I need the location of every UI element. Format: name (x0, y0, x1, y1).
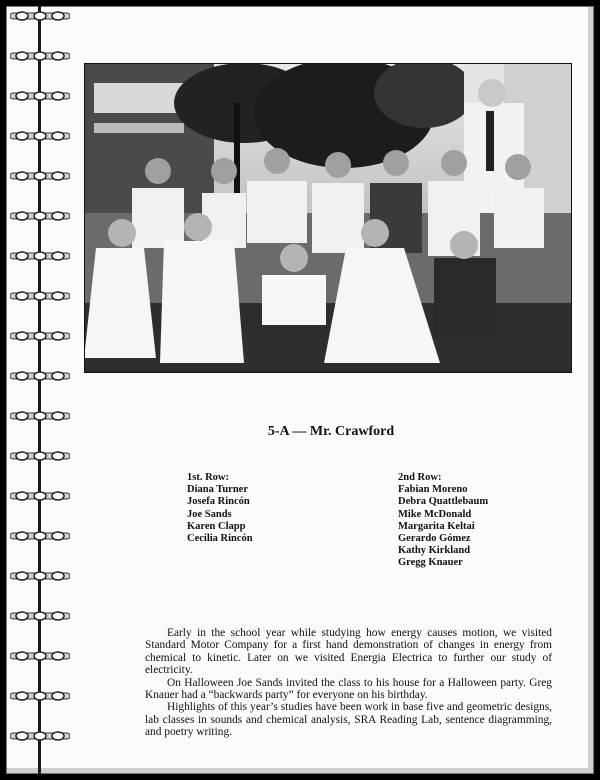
spiral-ring (10, 330, 70, 342)
spiral-ring (10, 290, 70, 302)
class-heading: 5-A — Mr. Crawford (267, 424, 395, 439)
spiral-ring (10, 50, 70, 62)
name-item: Mike McDonald (398, 508, 472, 520)
spiral-ring (10, 450, 70, 462)
name-item: Diana Turner (187, 484, 248, 496)
spiral-ring (10, 610, 70, 622)
spiral-ring (10, 10, 70, 22)
spiral-ring (10, 570, 70, 582)
name-item: Fabian Moreno (398, 484, 468, 496)
first-row-names (187, 472, 253, 545)
spiral-ring (10, 210, 70, 222)
spiral-ring (10, 410, 70, 422)
class-photo (84, 63, 572, 373)
first-row-label: 1st. Row: (187, 472, 229, 483)
name-item: Joe Sands (187, 508, 232, 520)
spiral-ring (10, 250, 70, 262)
name-item: Cecilia Rincón (187, 533, 253, 545)
spiral-ring (10, 650, 70, 662)
spiral-ring (10, 90, 70, 102)
name-item: Margarita Keltai (398, 520, 475, 532)
spiral-binding (6, 6, 86, 774)
paragraph: On Halloween Joe Sands invited the class to his house for a Halloween party. Greg Knauer had a “backwards party” for everyone on his birthday. (145, 676, 552, 702)
class-summary (145, 627, 552, 739)
spiral-ring (10, 370, 70, 382)
second-row-names (398, 472, 488, 570)
name-item: Karen Clapp (187, 520, 246, 532)
name-item: Gregg Knauer (398, 557, 463, 569)
paragraph: Early in the school year while studying how energy causes motion, we visited Standard Motor Company for a first hand demonstration of changes in energy from chemical to kinetic. Later on we visited Energia Electrica to further our study of electricity. (145, 627, 552, 677)
spiral-ring (10, 530, 70, 542)
second-row-label: 2nd Row: (398, 472, 442, 483)
spiral-ring (10, 130, 70, 142)
spiral-ring (10, 490, 70, 502)
spiral-ring (10, 170, 70, 182)
name-item: Gerardo Gómez (398, 533, 471, 545)
name-item: Kathy Kirkland (398, 545, 471, 557)
spiral-ring (10, 730, 70, 742)
paragraph: Highlights of this year’s studies have been work in base five and geometric designs, lab classes in sounds and chemical analysis, SRA Reading Lab, sentence diagramming, and poetry writing. (145, 701, 552, 739)
name-item: Josefa Rincón (187, 496, 250, 508)
yearbook-page (6, 6, 594, 774)
name-item: Debra Quattlebaum (398, 496, 489, 508)
spiral-ring (10, 690, 70, 702)
